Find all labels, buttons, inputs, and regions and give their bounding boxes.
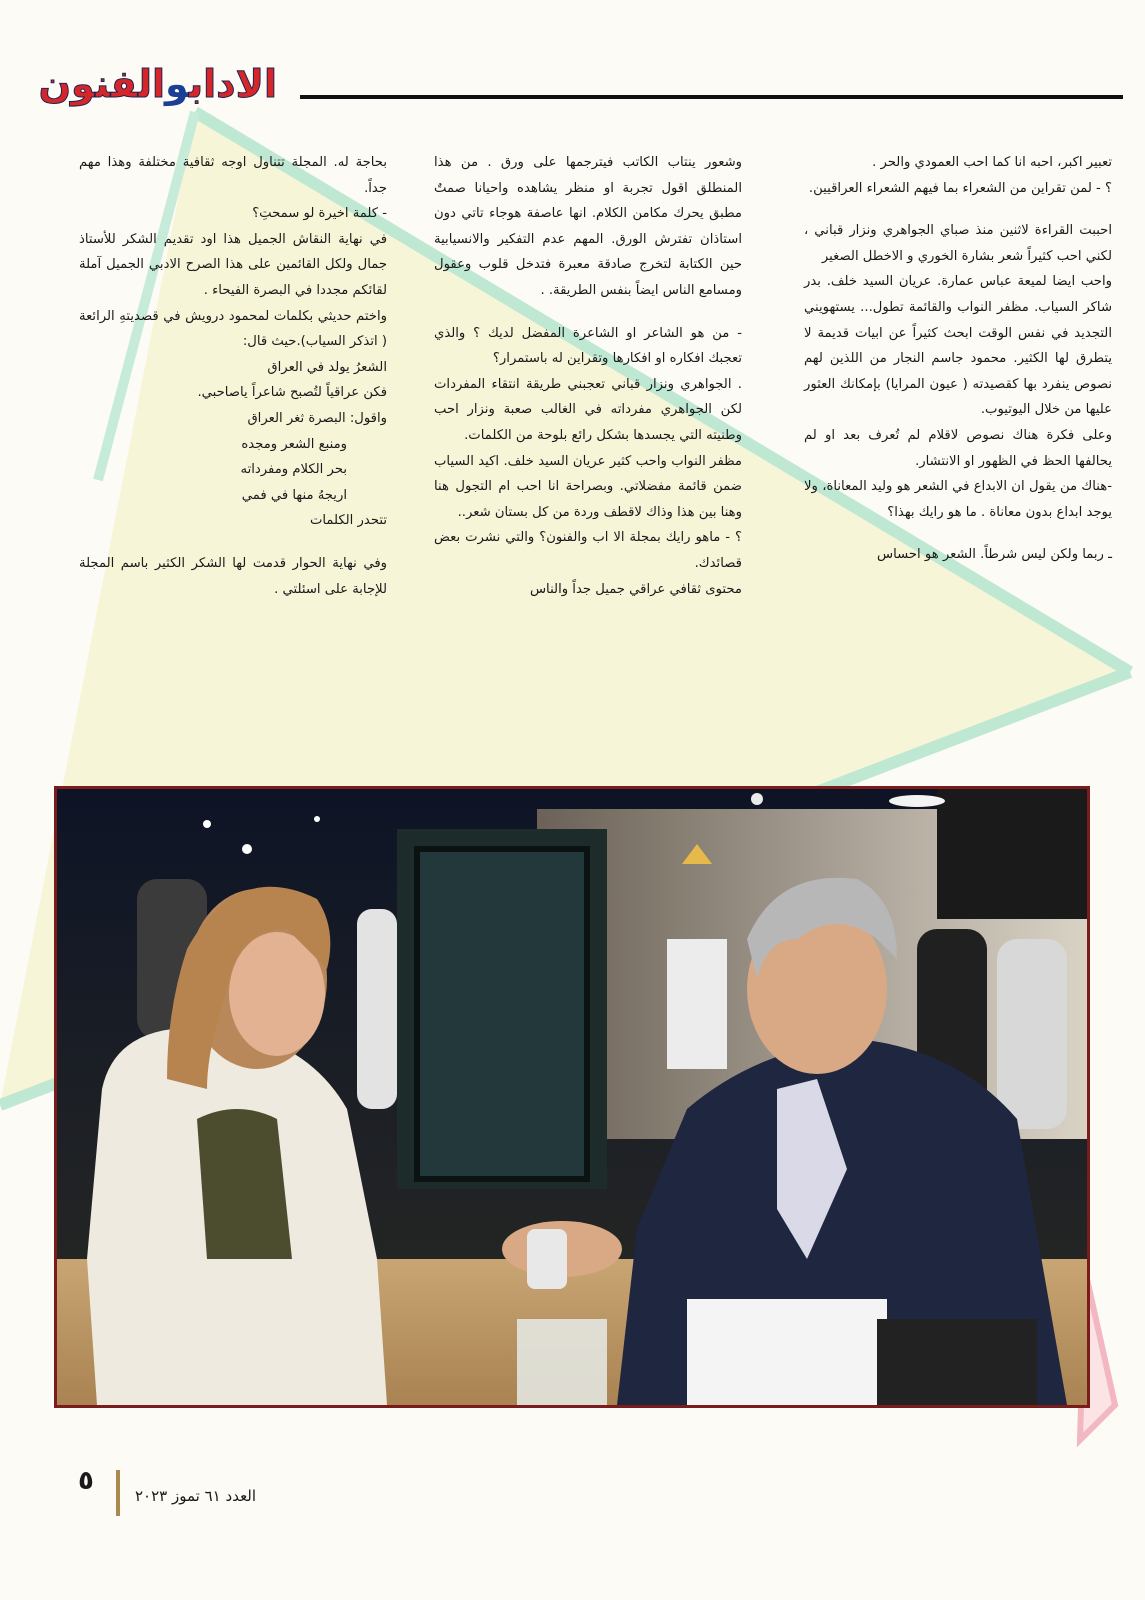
paragraph: واختم حديثي بكلمات لمحمود درويش في قصديتهِ الرائعة ( اتذكر السياب).حيث قال: [79,308,387,350]
poem-line: بحر الكلام ومفرداته [240,462,347,478]
question: ؟ - لمن تقراين من الشعراء بما فيهم الشعراء العراقيين. [808,180,1112,196]
interview-photo [54,786,1090,1408]
logo-word-adab: الاداب [188,62,277,106]
poem-line: تتحدر الكلمات [309,513,387,529]
paragraph: محتوى ثقافي عراقي جميل جداً والناس [529,581,742,597]
paragraph: . الجواهري ونزار قباني تعجبني طريقة انتقاء المفردات لكن الجواهري مفرداته في الغالب صعبة ونزار احب وطنيته التي يجسدها بشكل رائع بلوحة من الكلمات. [434,376,742,443]
magazine-section-logo [39,62,277,106]
paragraph: وعلى فكرة هناك نصوص لاقلام لم تُعرف بعد او لم يحالفها الحظ في الظهور او الانتشار. [804,427,1112,469]
question: - من هو الشاعر او الشاعرة المفضل لديك ؟ والذي تعجبك افكاره او افكارها وتقراين له باستمرار؟ [434,325,742,367]
article-column-left [79,150,387,602]
paragraph: وفي نهاية الحوار قدمت لها الشكر الكثير باسم المجلة للإجابة على اسئلتي . [79,555,387,597]
article-column-right [804,150,1112,568]
header-rule [300,95,1123,99]
paragraph: احببت القراءة لاثنين منذ صباي الجواهري ونزار قباني ، لكني احب كثيراً شعر بشارة الخوري و الاخطل الصغير [804,223,1112,264]
paragraph: بحاجة له. المجلة تتناول اوجه ثقافية مختلفة وهذا مهم جداً. [79,155,387,196]
paragraph: تعبير اكبر، احبه انا كما احب العمودي والحر . [872,155,1112,170]
question: - كلمة اخيرة لو سمحتِ؟ [252,206,387,222]
poem-line: واقول: البصرة ثغر العراق [247,410,387,426]
paragraph: مظفر النواب واحب كثير عريان السيد خلف. اكيد السياب ضمن قائمة مفضلاتي. وبصراحة انا احب ام التجول هنا وهنا بين هذا وذاك لاقطف وردة من كل بستان شعر.. [434,453,742,520]
poem-line: فكن عراقياً لتُصبح شاعراً ياصاحبي. [197,385,387,401]
logo-conjunction: و [165,62,189,106]
poem-line: ومنبع الشعر ومجده [241,436,347,452]
question: -هناك من يقول ان الابداع في الشعر هو وليد المعاناة، ولا يوجد ابداع بدون معاناة . ما هو رايك بهذا؟ [804,479,1112,520]
article-column-middle [434,150,742,602]
question: ؟ - ماهو رايك بمجلة الا اب والفنون؟ والتي نشرت بعض قصائدك. [434,530,742,571]
paragraph: وشعور ينتاب الكاتب فيترجمها على ورق . من هذا المنطلق اقول تجربة او منظر يشاهده واحيانا صمتٌ مطبق يحرك مكامن الكلام. انها عاصفة هوجاء تاتي دون استاذان تفترش الورق. المهم عدم التفكير والانسيابية حين الكتابة لتخرج صادقة معبرة فتدخل قلوب وعقول ومسامع الناس ايضاً بنفس الطريقة. . [434,155,742,298]
logo-word-funun: الفنون [38,62,166,106]
issue-info: العدد ٦١ تموز ٢٠٢٣ [135,1487,257,1505]
poem-line: اريجهُ منها في فمي [241,487,347,503]
page-number: ٥ [78,1466,94,1496]
paragraph: في نهاية النقاش الجميل هذا اود تقديم الشكر للأستاذ جمال ولكل القائمين على هذا الصرح الادبي الجميل آملة لقائكم مجددا في البصرة الفيحاء . [79,231,387,298]
paragraph: ـ ربما ولكن ليس شرطاً. الشعر هو احساس [877,547,1112,563]
poem-line: الشعرُ يولد في العراق [267,359,387,375]
paragraph: واحب ايضا لميعة عباس عمارة. عريان السيد خلف. بدر شاكر السياب. مظفر النواب والقائمة تطول... يستهويني التجديد في نفس الوقت ابحث كثيراً عن ابيات قديمة لا يتطرق لها الكثير. محمود جاسم النجار من اللذين لهم نصوص ينفرد بها كقصيدته ( عيون المرايا) بإمكانك العثور عليها من خلال اليوتيوب. [804,274,1112,418]
footer-divider [116,1470,120,1516]
